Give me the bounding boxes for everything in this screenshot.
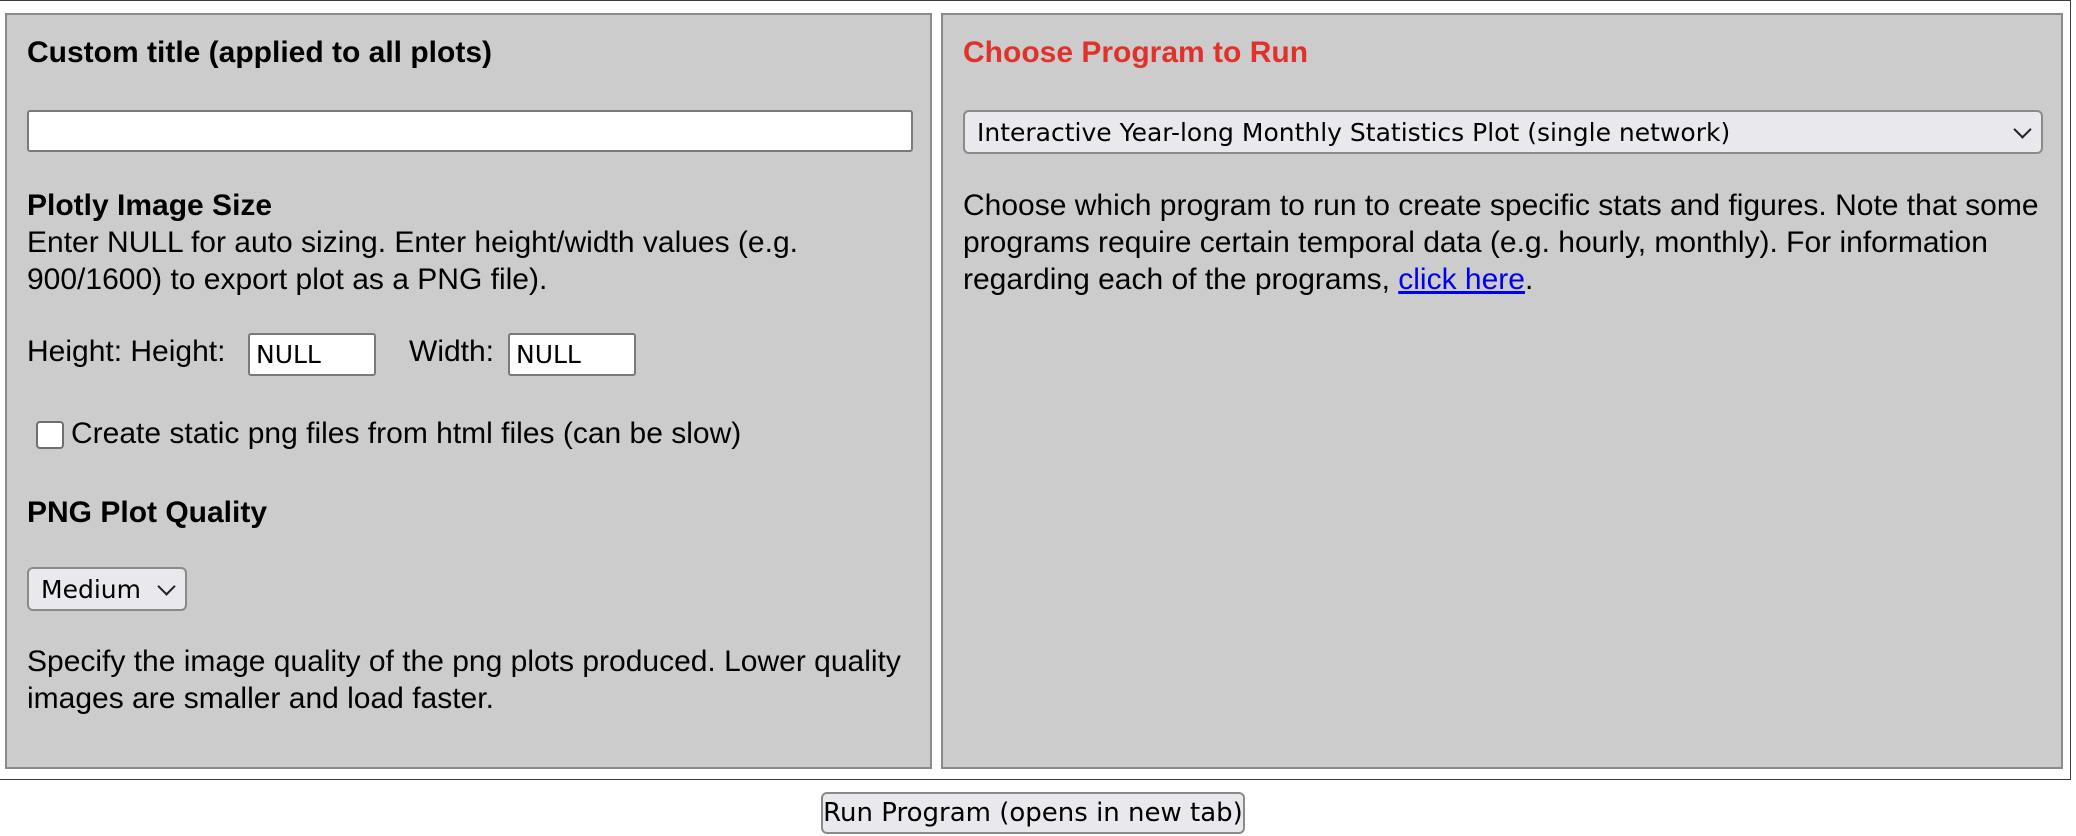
chevron-down-icon [157,577,175,595]
program-description-end: . [1524,263,1534,296]
click-here-link[interactable]: click here [1398,263,1525,296]
program-selected: Interactive Year-long Monthly Statistics Plot (single network) [977,117,1731,147]
left-options-panel [5,13,932,769]
image-size-heading: Plotly Image Size [27,189,273,222]
height-input[interactable] [248,333,376,376]
png-quality-heading: PNG Plot Quality [27,496,268,529]
program-select[interactable] [963,110,2043,154]
width-label: Width: [409,335,495,368]
png-quality-select[interactable] [27,567,187,611]
static-png-label: Create static png files from html files (can be slow) [71,417,742,450]
png-quality-description: Specify the image quality of the png plots produced. Lower quality images are smaller and load faster. [27,645,901,715]
png-quality-selected: Medium [41,574,141,604]
program-description [963,187,2043,298]
program-description-text: Choose which program to run to create specific stats and figures. Note that some programs require certain temporal data (e.g. hourly, monthly). For information regarding each of the programs, [963,189,2039,296]
height-label: Height: Height: [27,335,226,368]
custom-title-input[interactable] [27,110,913,152]
choose-program-heading: Choose Program to Run [963,36,1309,69]
run-program-button[interactable]: Run Program (opens in new tab) [821,792,1245,834]
program-panel [941,13,2063,769]
image-size-description: Enter NULL for auto sizing. Enter height/width values (e.g. 900/1600) to export plot as a PNG file). [27,226,798,296]
static-png-checkbox[interactable] [36,421,64,449]
chevron-down-icon [2013,120,2031,138]
custom-title-heading: Custom title (applied to all plots) [27,36,492,69]
width-input[interactable] [508,333,636,376]
